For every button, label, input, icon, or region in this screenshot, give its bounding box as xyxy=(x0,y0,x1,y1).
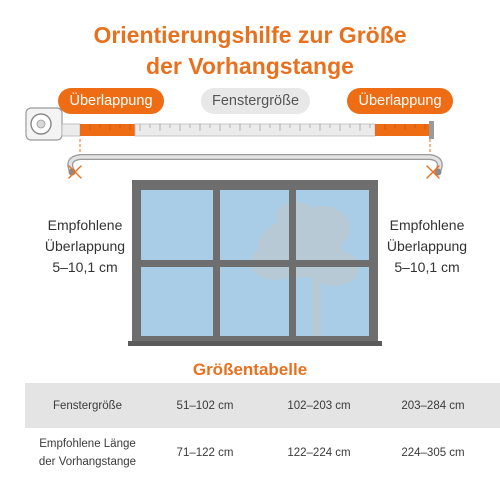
table-cell: 224–305 cm xyxy=(401,447,465,459)
left-overlap-range: 5–10,1 cm xyxy=(52,259,118,275)
table-row xyxy=(25,383,500,428)
tape-strip xyxy=(62,121,434,139)
curtain-rod xyxy=(69,157,442,176)
right-overlap-note xyxy=(362,215,492,278)
right-overlap-line1: Empfohlene xyxy=(389,217,465,233)
right-overlap-line2: Überlappung xyxy=(386,238,468,254)
table-cell: 122–224 cm xyxy=(287,447,351,459)
row-label-line1: Empfohlene Länge xyxy=(39,438,136,450)
size-table-title: Größentabelle xyxy=(192,360,308,379)
left-overlap-line2: Überlappung xyxy=(44,238,126,254)
window-illustration xyxy=(128,180,382,346)
table-cell: 203–284 cm xyxy=(401,399,465,412)
page-title-line2: der Vorhangstange xyxy=(146,53,354,79)
right-overlap-range: 5–10,1 cm xyxy=(394,259,460,275)
overlap-right-pill: Überlappung xyxy=(347,88,453,114)
left-overlap-note xyxy=(20,215,150,278)
table-cell: 71–122 cm xyxy=(176,447,234,459)
row-label-recommended-length xyxy=(25,429,150,477)
row-label-window-size: Fenstergröße xyxy=(52,399,123,412)
page-title: Orientierungshilfe zur Größe xyxy=(93,22,407,48)
table-row xyxy=(25,429,500,477)
table-cell: 102–203 cm xyxy=(287,399,351,412)
tape-measure-icon xyxy=(26,108,62,140)
row-label-line2: der Vorhangstange xyxy=(38,456,137,468)
table-cell: 51–102 cm xyxy=(176,399,234,412)
overlap-left-pill: Überlappung xyxy=(58,88,164,114)
window-size-pill: Fenstergröße xyxy=(201,88,310,114)
left-overlap-line1: Empfohlene xyxy=(47,217,123,233)
